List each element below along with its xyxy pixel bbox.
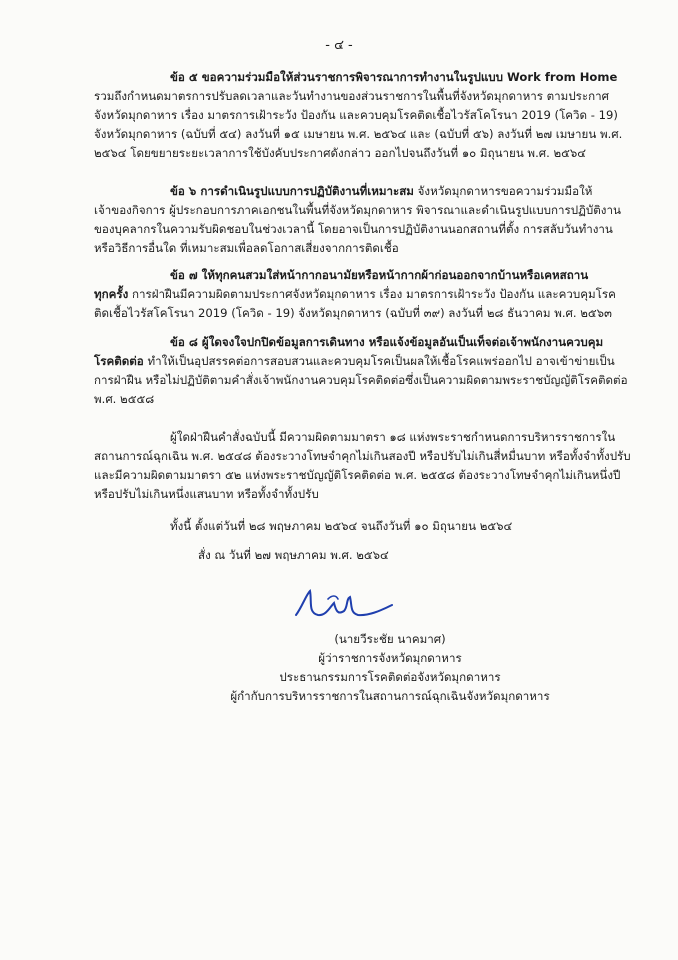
clause-7-line: ติดเชื้อไวรัสโคโรนา 2019 (โควิด - 19) จังหวัดมุกดาหาร (ฉบับที่ ๓๙) ลงวันที่ ๒๘ ธันวาคม พ.ศ. ๒๕๖๓ <box>94 306 612 320</box>
page-number: - ๔ - <box>325 38 353 53</box>
penalty-first-line: ผู้ใดฝ่าฝืนคำสั่งฉบับนี้ มีความผิดตามมาตรา ๑๘ แห่งพระราชกำหนดการบริหารราชการใน <box>170 430 616 444</box>
clause-8 <box>94 333 639 409</box>
clause-7-line: ทุกครั้ง การฝ่าฝืนมีความผิดตามประกาศจังหวัดมุกดาหาร เรื่อง มาตรการเฝ้าระวัง ป้องกัน และควบคุมโรค <box>94 287 616 301</box>
clause-6-line: หรือวิธีการอื่นใด ที่เหมาะสมเพื่อลดโอกาสเสี่ยงจากการติดเชื้อ <box>94 241 399 255</box>
clause-5-line: ๒๕๖๔ โดยขยายระยะเวลาการใช้บังคับประกาศดังกล่าว ออกไปจนถึงวันที่ ๑๐ มิถุนายน พ.ศ. ๒๕๖๔ <box>94 146 587 160</box>
clause-5 <box>94 68 639 163</box>
signer-block <box>180 630 600 706</box>
signer-title: ผู้ว่าราชการจังหวัดมุกดาหาร <box>318 651 462 665</box>
signer-title: ผู้กำกับการบริหารราชการในสถานการณ์ฉุกเฉินจังหวัดมุกดาหาร <box>230 689 550 703</box>
clause-7-heading: ข้อ ๗ ให้ทุกคนสวมใส่หน้ากากอนามัยหรือหน้ากากผ้าก่อนออกจากบ้านหรือเคหสถาน <box>170 268 589 282</box>
penalty-line: สถานการณ์ฉุกเฉิน พ.ศ. ๒๕๔๘ ต้องระวางโทษจำคุกไม่เกินสองปี หรือปรับไม่เกินสี่หมื่นบาท หรือทั้งจำทั้งปรับ <box>94 449 631 463</box>
effective-period: ทั้งนี้ ตั้งแต่วันที่ ๒๘ พฤษภาคม ๒๕๖๔ จนถึงวันที่ ๑๐ มิถุนายน ๒๕๖๔ <box>170 519 513 533</box>
penalty-paragraph <box>94 428 639 504</box>
signature-image <box>288 585 398 625</box>
clause-6 <box>94 182 639 258</box>
clause-8-line: โรคติดต่อ ทำให้เป็นอุปสรรคต่อการสอบสวนและควบคุมโรคเป็นผลให้เชื้อโรคแพร่ออกไป อาจเข้าข่ายเป็น <box>94 354 615 368</box>
clause-6-line: เจ้าของกิจการ ผู้ประกอบการภาคเอกชนในพื้นที่จังหวัดมุกดาหาร พิจารณาและดำเนินรูปแบบการปฏิบัติงาน <box>94 203 621 217</box>
clause-5-heading: ข้อ ๕ ขอความร่วมมือให้ส่วนราชการพิจารณาการทำงานในรูปแบบ Work from Home <box>170 70 618 84</box>
clause-5-line: จังหวัดมุกดาหาร (ฉบับที่ ๕๔) ลงวันที่ ๑๕ เมษายน พ.ศ. ๒๕๖๔ และ (ฉบับที่ ๕๖) ลงวันที่ ๒๗ เมษายน พ.ศ. <box>94 127 623 141</box>
clause-8-heading: ข้อ ๘ ผู้ใดจงใจปกปิดข้อมูลการเดินทาง หรือแจ้งข้อมูลอันเป็นเท็จต่อเจ้าพนักงานควบคุม <box>170 335 604 349</box>
clause-5-line: จังหวัดมุกดาหาร เรื่อง มาตรการเฝ้าระวัง ป้องกัน และควบคุมโรคติดเชื้อไวรัสโคโรนา 2019 (โควิด - 19) <box>94 108 618 122</box>
clause-6-line: ของบุคลากรในความรับผิดชอบในช่วงเวลานี้ โดยอาจเป็นการปฏิบัติงานนอกสถานที่ตั้ง การสลับวันทำงาน <box>94 222 613 236</box>
signer-name: (นายวีระชัย นาคมาศ) <box>334 632 446 646</box>
signer-title: ประธานกรรมการโรคติดต่อจังหวัดมุกดาหาร <box>279 670 501 684</box>
penalty-line: และมีความผิดตามมาตรา ๕๒ แห่งพระราชบัญญัติโรคติดต่อ พ.ศ. ๒๕๕๘ ต้องระวางโทษจำคุกไม่เกินหนึ่งปี <box>94 468 621 482</box>
clause-8-line: การฝ่าฝืน หรือไม่ปฏิบัติตามคำสั่งเจ้าพนักงานควบคุมโรคติดต่อซึ่งเป็นความผิดตามพระราชบัญญัติโรคติดต่อ <box>94 373 628 387</box>
clause-5-line: รวมถึงกำหนดมาตรการปรับลดเวลาและวันทำงานของส่วนราชการในพื้นที่จังหวัดมุกดาหาร ตามประกาศ <box>94 89 610 103</box>
clause-6-heading: ข้อ ๖ การดำเนินรูปแบบการปฏิบัติงานที่เหมาะสม จังหวัดมุกดาหารขอความร่วมมือให้ <box>170 184 593 198</box>
order-date: สั่ง ณ วันที่ ๒๗ พฤษภาคม พ.ศ. ๒๕๖๔ <box>198 548 389 562</box>
clause-7 <box>94 266 639 323</box>
penalty-line: หรือปรับไม่เกินหนึ่งแสนบาท หรือทั้งจำทั้งปรับ <box>94 487 319 501</box>
clause-8-line: พ.ศ. ๒๕๕๘ <box>94 392 155 406</box>
